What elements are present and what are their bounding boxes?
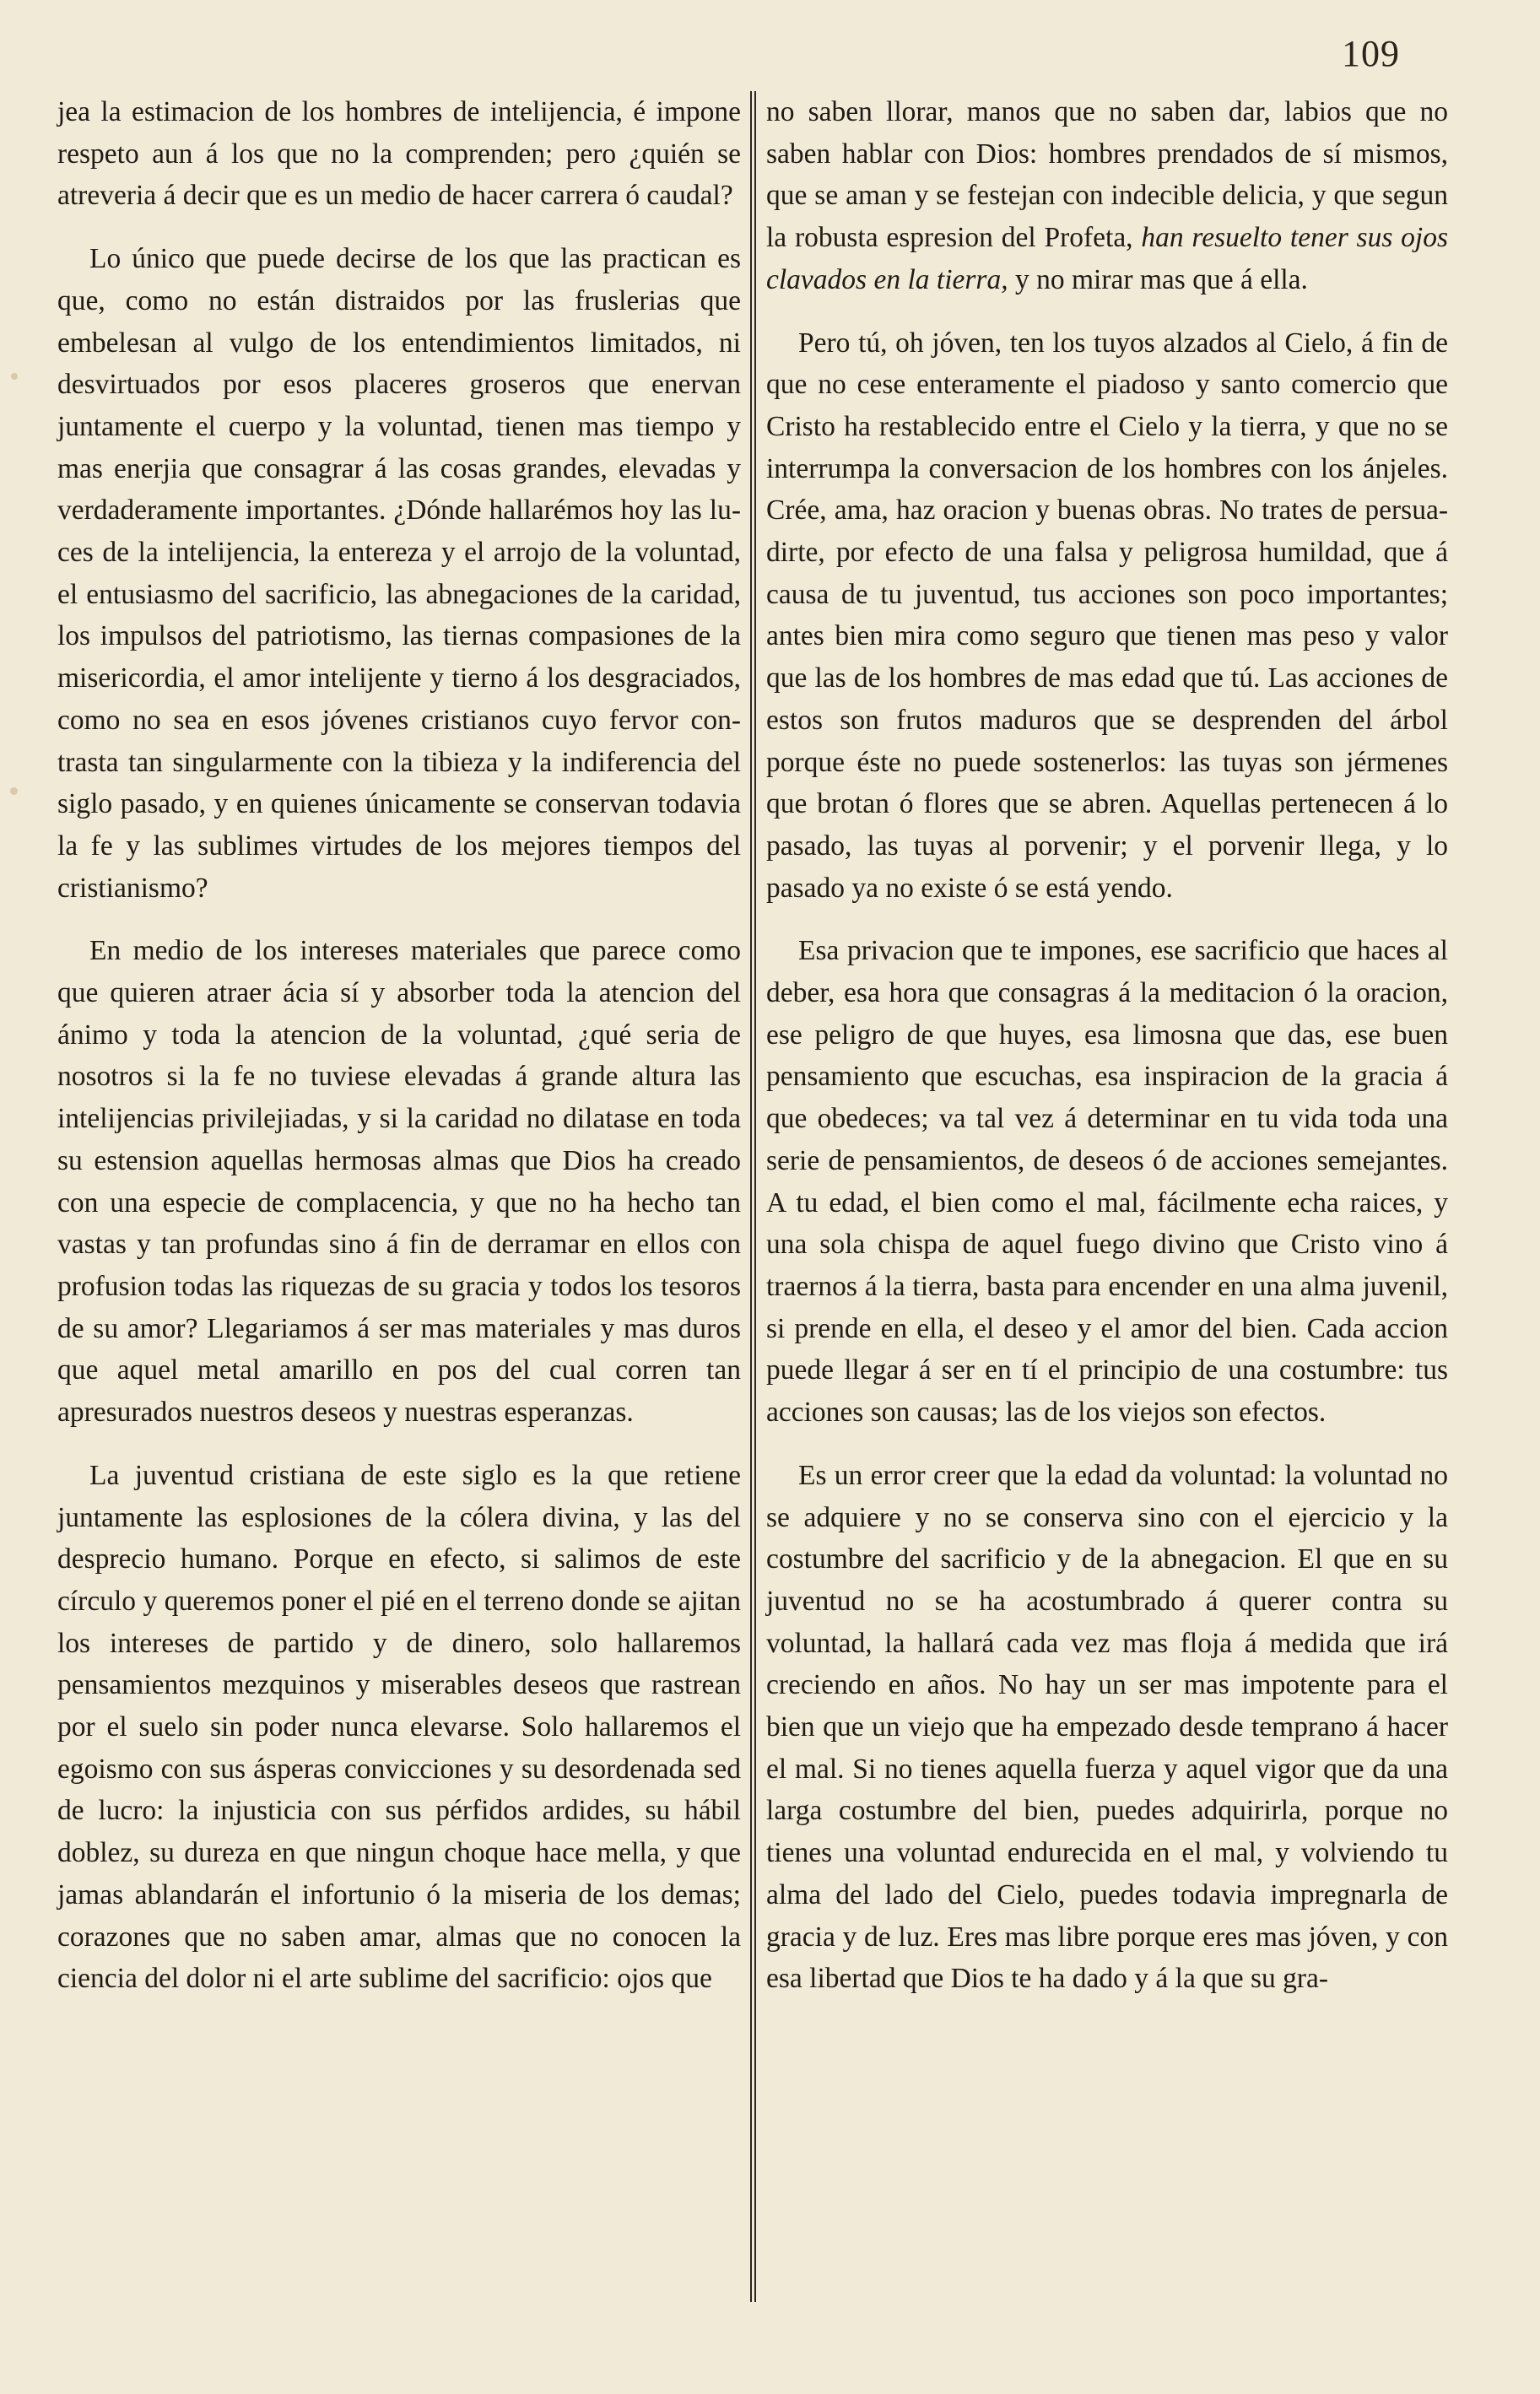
left-text-column bbox=[57, 91, 741, 2021]
paragraph: En medio de los intereses materiales que parece como que quieren atraer ácia sí y absorber toda la atencion del ánimo y toda la atencion de la voluntad, ¿qué seria de nosotros si la fe no tuviese elevadas á grande altura las intelijencias privilejiadas, y si la caridad no dilatase en toda su estension aquellas hermosas almas que Dios ha creado con una especie de complacencia, y que no ha hecho tan vastas y tan profundas sino á fin de derramar en ellos con profusion todas las riquezas de su gracia y todos los tesoros de su amor? Llegariamos á ser mas materiales y mas duros que aquel metal amarillo en pos del cual corren tan apresurados nuestros deseos y nuestras esperanzas. bbox=[57, 935, 741, 1429]
paragraph-text: no saben llorar, manos que no saben dar, labios que no saben hablar con Dios: hombres prendados de sí mismos, que se aman y se festejan con indecible delicia, y que segun la robusta espresion del Profeta, bbox=[766, 96, 1448, 254]
paper-stain bbox=[10, 787, 18, 795]
right-text-column bbox=[766, 91, 1448, 2021]
paragraph: jea la estimacion de los hombres de intelijencia, é impone respeto aun á los que no la comprenden; pero ¿quién se atreveria á decir que es un medio de hacer carrera ó caudal? bbox=[57, 96, 741, 212]
paragraph-text: y no mirar mas que á ella. bbox=[1008, 263, 1308, 295]
paragraph: Es un error creer que la edad da voluntad: la voluntad no se adquiere y no se conserva sino con el ejercicio y la costumbre del sacrificio y de la abnegacion. El que en su juventud no se ha acostumbrado á querer contra su voluntad, la hallará cada vez mas floja á medida que irá creciendo en años. No hay un ser mas impotente para el bien que un viejo que ha empezado desde temprano á hacer el mal. Si no tienes aquella fuerza y aquel vigor que da una larga costumbre del bien, puedes adquirirla, porque no tienes una voluntad endurecida en el mal, y volviendo tu alma del lado del Cielo, puedes todavia impregnarla de gracia y de luz. Eres mas libre porque eres mas jóven, y con esa libertad que Dios te ha dado y á la que su gra- bbox=[766, 1459, 1448, 1995]
paragraph: Pero tú, oh jóven, ten los tuyos alzados al Cielo, á fin de que no cese enteramente el piadoso y santo comercio que Cristo ha restablecido entre el Cielo y la tierra, y que no se interrumpa la conversacion de los hombres con los ánjeles. Crée, ama, haz oracion y buenas obras. No trates de persuadirte, por efecto de una falsa y peligrosa humildad, que á causa de tu juventud, tus acciones son poco importantes; antes bien mira como seguro que tienen mas peso y valor que las de los hombres de mas edad que tú. Las acciones de estos son frutos maduros que se desprenden del árbol porque éste no puede sostenerlos: las tuyas son jérmenes que brotan ó flores que se abren. Aquellas pertenecen á lo pasado, las tuyas al porvenir; y el porvenir llega, y lo pasado ya no existe ó se está yendo. bbox=[766, 327, 1448, 904]
page-number: 109 bbox=[1342, 33, 1400, 74]
paragraph: Lo único que puede decirse de los que las practican es que, como no están distraidos por las fruslerias que embelesan al vulgo de los entendimientos limitados, ni desvirtuados por esos placeres groseros que enervan juntamente el cuerpo y la voluntad, tienen mas tiempo y mas enerjia que consagrar á las cosas grandes, elevadas y verdaderamente importantes. ¿Dónde hallarémos hoy las luces de la intelijencia, la entereza y el arrojo de la voluntad, el entusiasmo del sacrificio, las abnegaciones de la caridad, los impulsos del patriotismo, las tiernas compasiones de la misericordia, el amor intelijente y tierno á los desgraciados, como no sea en esos jóvenes cristianos cuyo fervor contrasta tan singularmente con la tibieza y la indiferencia del siglo pasado, y en quienes únicamente se conservan todavia la fe y las sublimes virtudes de los mejores tiempos del cristianismo? bbox=[57, 243, 741, 904]
paragraph: La juventud cristiana de este siglo es la que retiene juntamente las esplosiones de la cólera divina, y las del desprecio humano. Porque en efecto, si salimos de este círculo y queremos poner el pié en el terreno donde se ajitan los intereses de partido y de dinero, solo hallaremos pensamientos mezquinos y miserables deseos que rastrean por el suelo sin poder nunca elevarse. Solo hallaremos el egoismo con sus ásperas convicciones y su desordenada sed de lucro: la injusticia con sus pérfidos ardides, su hábil doblez, su dureza en que ningun choque hace mella, y que jamas ablandarán el infortunio ó la miseria de los demas; corazones que no saben amar, almas que no conocen la ciencia del dolor ni el arte sublime del sacrificio: ojos que bbox=[57, 1459, 741, 1995]
italic-quote: han resuelto tener sus ojos clavados en la tierra, bbox=[766, 222, 1449, 295]
paragraph: Esa privacion que te impones, ese sacrificio que haces al deber, esa hora que consagras á la meditacion ó la oracion, ese peligro de que huyes, esa limosna que das, ese buen pensamiento que escuchas, esa inspiracion de la gracia á que obedeces; va tal vez á determinar en tu vida toda una serie de pensamientos, de deseos ó de acciones semejantes. A tu edad, el bien como el mal, fácilmente echa raices, y una sola chispa de aquel fuego divino que Cristo vino á traernos á la tierra, basta para encender en una alma juvenil, si prende en ella, el deseo y el amor del bien. Cada accion puede llegar á ser en tí el principio de una costumbre: tus acciones son causas; las de los viejos son efectos. bbox=[766, 935, 1448, 1429]
paper-stain bbox=[11, 373, 18, 380]
paragraph bbox=[766, 91, 1448, 301]
column-divider bbox=[750, 91, 756, 2302]
